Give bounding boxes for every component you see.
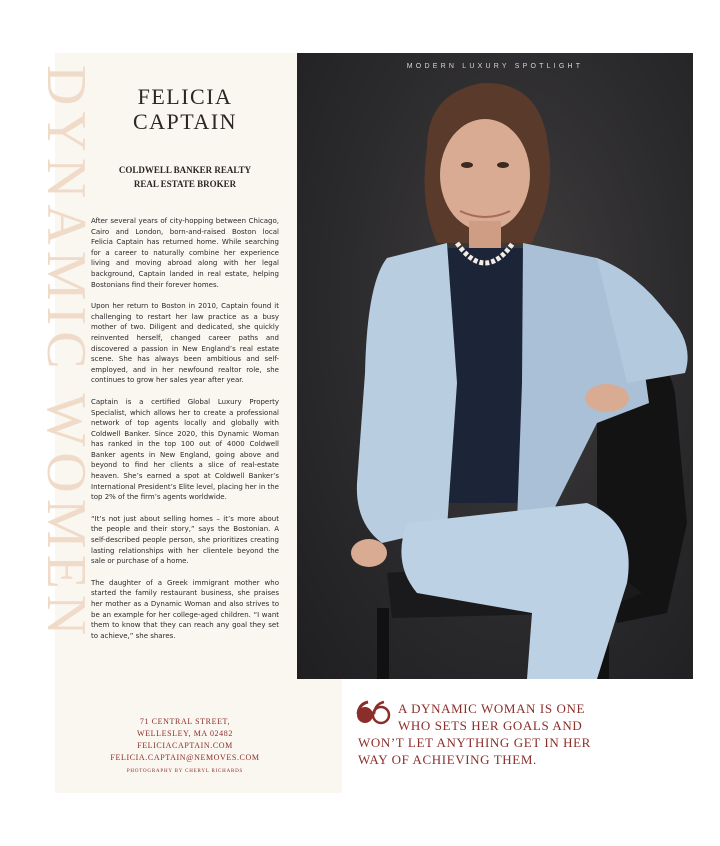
email-link[interactable]: FELICIA.CAPTAIN@NEMOVES.COM <box>110 753 260 762</box>
article-paragraph: The daughter of a Greek immigrant mother who started the family restaurant business, she praises her mother as a Dynamic Woman and also strives to be an example for her college-aged children. “I want them to know that they can reach any goal they set to achieve,” she shares. <box>91 578 279 640</box>
vertical-watermark-text: DYNAMIC WOMEN <box>35 65 97 642</box>
profile-affiliation <box>75 163 295 191</box>
article-paragraph: After several years of city-hopping between Chicago, Cairo and London, born-and-raised Boston local Felicia Captain has returned home. While searching for a career to naturally combine her experience living and moving abroad along with her legal background, Captain landed in real estate, helping Bostonians find their forever homes. <box>91 217 279 289</box>
article-paragraph: Captain is a certified Global Luxury Property Specialist, which allows her to create a professional network of top agents locally and globally with Coldwell Banker. Since 2020, this Dynamic Woman has ranked in the top 100 out of 4000 Coldwell Banker agents in New England, going above and beyond to find her clients a slice of real-estate heaven. She’s earned a spot at Coldwell Banker’s International President’s Elite level, placing her in the top 2% of the firm’s agents worldwide. <box>91 397 279 502</box>
pull-quote-line: WAY OF ACHIEVING THEM. <box>358 752 537 767</box>
pull-quote-line: A DYNAMIC WOMAN IS ONE <box>398 701 586 716</box>
pull-quote <box>358 700 608 768</box>
portrait-photo <box>297 53 693 679</box>
portrait-illustration <box>297 53 693 679</box>
job-title: REAL ESTATE BROKER <box>133 179 237 189</box>
address-street: 71 CENTRAL STREET, <box>139 717 231 726</box>
section-label: MODERN LUXURY SPOTLIGHT <box>406 63 584 70</box>
profile-last-name: CAPTAIN <box>132 109 238 134</box>
profile-name <box>75 84 295 134</box>
article-body <box>91 216 279 652</box>
address-city: WELLESLEY, MA 02482 <box>137 729 233 738</box>
pull-quote-line: WHO SETS HER GOALS AND <box>398 718 583 733</box>
article-paragraph: “It’s not just about selling homes – it’s more about the people and their story,” says the Bostonian. A self-described people person, she prioritizes creating lasting relationships with her clientele beyond the sale or purchase of a home. <box>91 514 279 566</box>
company-name: COLDWELL BANKER REALTY <box>118 165 252 175</box>
photo-credit: PHOTOGRAPHY BY CHERYL RICHARDS <box>126 769 244 774</box>
profile-first-name: FELICIA <box>137 84 233 109</box>
article-paragraph: Upon her return to Boston in 2010, Captain found it challenging to restart her law practice as a busy mother of two. Diligent and dedicated, she quickly reinvented herself, changed career paths and discovered a passion in New England’s real estate scene. She has always been ambitious and self-employed, and in her newfound realtor role, she continues to grow her sales year after year. <box>91 302 279 385</box>
pull-quote-line: WON’T LET ANYTHING GET IN HER <box>358 735 591 750</box>
contact-block <box>75 716 295 764</box>
website-link[interactable]: FELICIACAPTAIN.COM <box>137 741 233 750</box>
